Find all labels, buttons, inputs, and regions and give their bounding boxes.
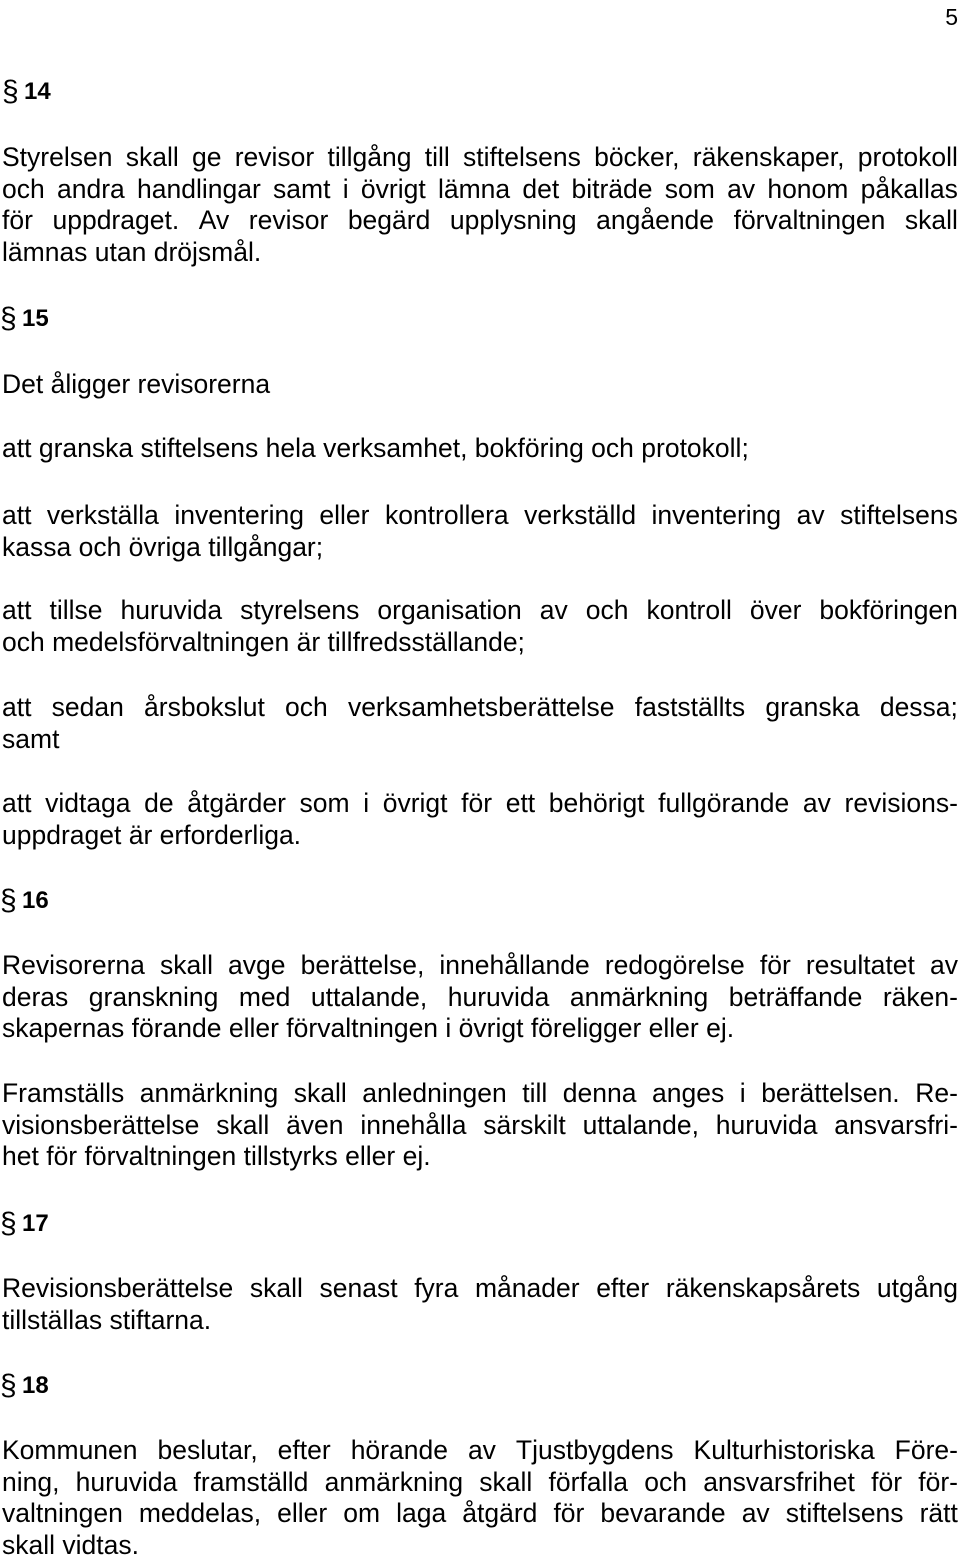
section-symbol: § xyxy=(0,302,17,335)
section-15-paragraph-1: Det åligger revisorerna xyxy=(2,369,271,399)
section-15-paragraph-5 xyxy=(2,692,958,755)
text-line: valtningen meddelas, eller om laga åtgärd för bevarande av stiftelsens rätt xyxy=(2,1498,958,1529)
text-line: Framställs anmärkning skall anledningen till denna anges i berättelsen. Re- xyxy=(2,1078,958,1108)
section-number: 18 xyxy=(22,1372,49,1399)
section-symbol: § xyxy=(2,75,19,108)
section-16-paragraph-2 xyxy=(2,1078,958,1173)
section-17-heading xyxy=(0,1208,956,1240)
text-line: kassa och övriga tillgångar; xyxy=(2,531,324,562)
section-15-paragraph-6 xyxy=(2,788,958,851)
text-line: att tillse huruvida styrelsens organisation av och kontroll över bokföringen xyxy=(2,595,958,625)
text-line: deras granskning med uttalande, huruvida anmärkning beträffande räken- xyxy=(2,981,958,1012)
text-line: ning, huruvida framställd anmärkning skall förfalla och ansvarsfrihet för för- xyxy=(2,1466,958,1497)
section-number: 15 xyxy=(22,305,49,332)
text-line: Revisorerna skall avge berättelse, innehållande redogörelse för resultatet av xyxy=(2,950,958,980)
text-line: skapernas förande eller förvaltningen i övrigt föreligger eller ej. xyxy=(2,1013,735,1044)
text-line: att sedan årsbokslut och verksamhetsberättelse fastställts granska dessa; xyxy=(2,692,958,722)
section-15-paragraph-2: att granska stiftelsens hela verksamhet, bokföring och protokoll; xyxy=(2,433,749,463)
section-18-heading xyxy=(0,1370,956,1402)
text-line: Revisionsberättelse skall senast fyra månader efter räkenskapsårets utgång xyxy=(2,1273,958,1303)
text-line: skall vidtas. xyxy=(2,1529,139,1560)
text-line: Styrelsen skall ge revisor tillgång till stiftelsens böcker, räkenskaper, protokoll xyxy=(2,142,958,172)
text-line: och andra handlingar samt i övrigt lämna det biträde som av honom påkallas xyxy=(2,173,958,204)
section-symbol: § xyxy=(0,884,17,917)
section-symbol: § xyxy=(0,1207,17,1240)
section-17-paragraph-1 xyxy=(2,1273,958,1336)
text-line: och medelsförvaltningen är tillfredsställande; xyxy=(2,626,525,657)
text-line: visionsberättelse skall även innehålla särskilt uttalande, huruvida ansvarsfri- xyxy=(2,1109,958,1140)
text-line: att vidtaga de åtgärder som i övrigt för ett behörigt fullgörande av revisions- xyxy=(2,788,958,818)
section-number: 17 xyxy=(22,1210,49,1237)
section-symbol: § xyxy=(0,1369,17,1402)
section-number: 14 xyxy=(24,78,51,105)
section-14-heading xyxy=(2,76,958,108)
text-line: tillställas stiftarna. xyxy=(2,1304,212,1335)
text-line: Kommunen beslutar, efter hörande av Tjustbygdens Kulturhistoriska Före- xyxy=(2,1435,958,1465)
section-number: 16 xyxy=(22,887,49,914)
section-14-paragraph-1 xyxy=(2,142,958,268)
section-15-paragraph-4 xyxy=(2,595,958,658)
text-line: för uppdraget. Av revisor begärd upplysning angående förvaltningen skall xyxy=(2,205,958,236)
section-16-paragraph-1 xyxy=(2,950,958,1045)
page-number: 5 xyxy=(945,4,958,30)
text-line: samt xyxy=(2,723,60,754)
text-line: het för förvaltningen tillstyrks eller ej. xyxy=(2,1141,431,1172)
section-16-heading xyxy=(0,885,956,917)
text-line: uppdraget är erforderliga. xyxy=(2,819,302,850)
section-15-paragraph-3 xyxy=(2,500,958,563)
text-line: lämnas utan dröjsmål. xyxy=(2,236,262,267)
section-15-heading xyxy=(0,303,956,335)
section-18-paragraph-1 xyxy=(2,1435,958,1561)
text-line: att verkställa inventering eller kontrollera verkställd inventering av stiftelsens xyxy=(2,500,958,530)
